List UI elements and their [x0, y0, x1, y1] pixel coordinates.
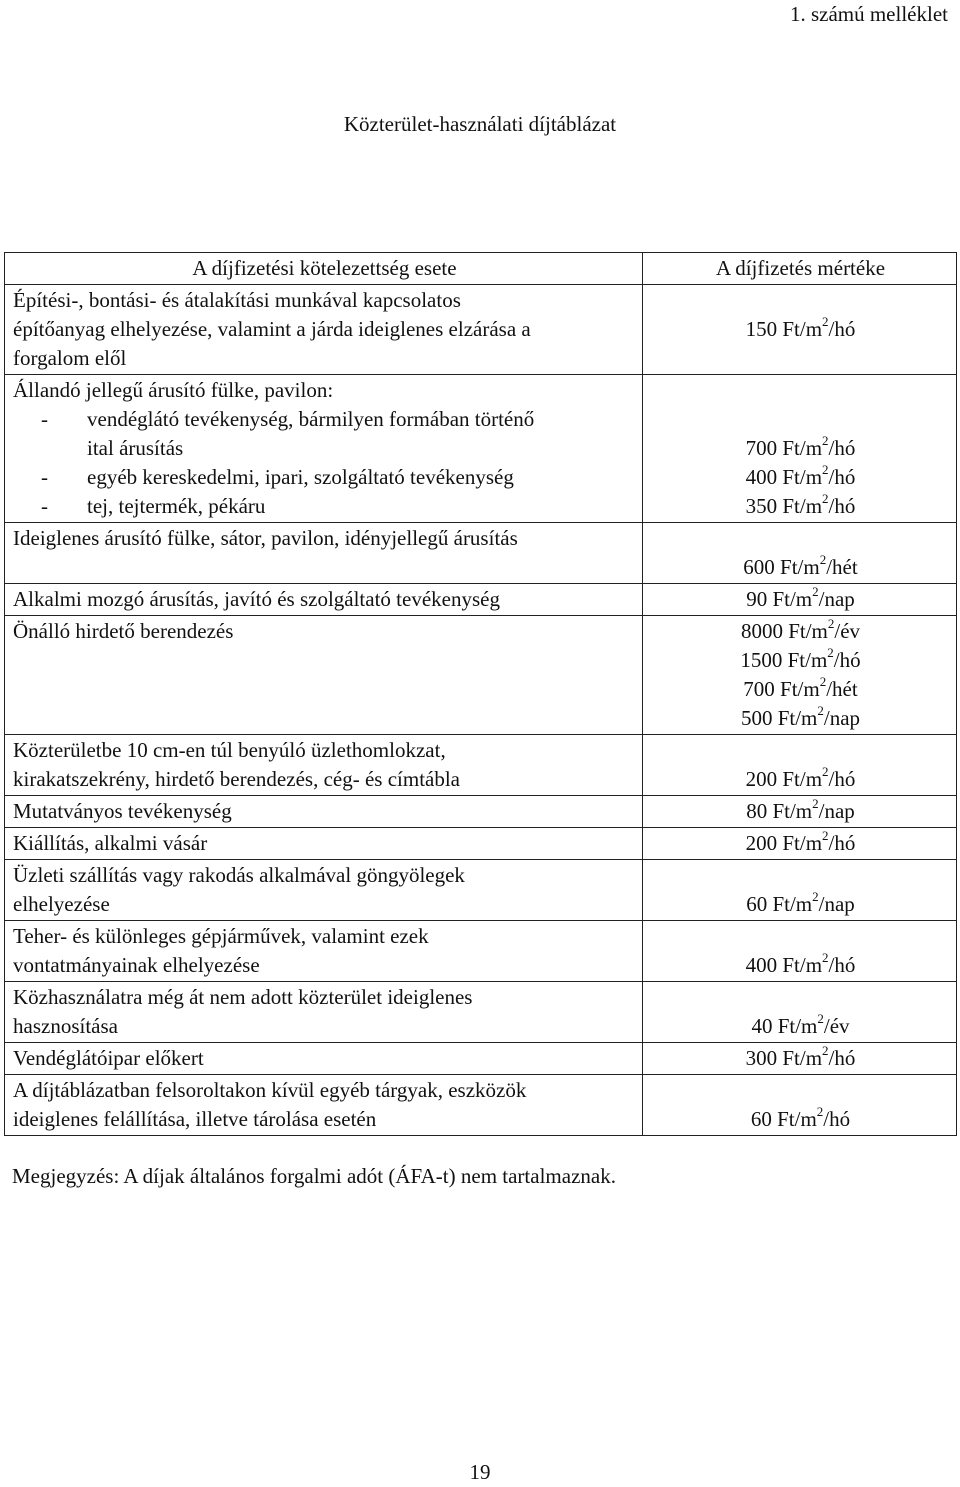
desc-line: Közterületbe 10 cm-en túl benyúló üzlethomlokzat,: [13, 738, 446, 762]
desc-line: Önálló hirdető berendezés: [13, 619, 234, 643]
row-fee: [643, 735, 957, 796]
table-row: [5, 584, 957, 616]
row-fee: [643, 285, 957, 375]
row-description: [5, 796, 643, 828]
row-fee: [643, 1043, 957, 1075]
row-fee: [643, 375, 957, 523]
table-row: [5, 1043, 957, 1075]
fee-value: 700 $Ft/m^2/hó$: [745, 433, 856, 460]
col-header-case: A díjfizetési kötelezettség esete: [5, 253, 643, 285]
desc-line: Közhasználatra még át nem adott közterület ideiglenes: [13, 985, 473, 1009]
table-header-row: [5, 253, 957, 285]
document-title: Közterület-használati díjtáblázat: [343, 112, 617, 136]
row-fee: [643, 982, 957, 1043]
fee-value: 80 $Ft/m^2$/nap: [746, 796, 855, 823]
row-description: [5, 860, 643, 921]
fee-value: 60 $Ft/m^2$/nap: [746, 889, 855, 916]
table-row: [5, 375, 957, 523]
row-description: [5, 616, 643, 735]
fee-value: 350 $Ft/m^2/hó$: [745, 491, 856, 518]
fee-value: 500 $Ft/m^2$/nap: [740, 703, 861, 730]
table-row: [5, 921, 957, 982]
desc-line: forgalom elől: [13, 346, 127, 370]
table-row: [5, 735, 957, 796]
row-description: [5, 285, 643, 375]
desc-line: vontatmányainak elhelyezése: [13, 953, 260, 977]
row-fee: [643, 796, 957, 828]
fee-value: 400 $Ft/m^2/hó$: [745, 462, 856, 489]
fee-table: [4, 252, 957, 1136]
desc-line: Ideiglenes árusító fülke, sátor, pavilon, idényjellegű árusítás: [13, 526, 518, 550]
row-description: [5, 1075, 643, 1136]
desc-line: hasznosítása: [13, 1014, 118, 1038]
row-description: [5, 921, 643, 982]
fee-value: 400 $Ft/m^2/hó$: [745, 950, 856, 977]
row-fee: [643, 523, 957, 584]
row-fee: [643, 616, 957, 735]
fee-value: 300 $Ft/m^2/hó$: [745, 1043, 856, 1070]
fee-value: 150 $Ft/m^2/hó$: [745, 314, 856, 341]
desc-line: Mutatványos tevékenység: [13, 799, 232, 823]
row-fee: [643, 584, 957, 616]
desc-line: ideiglenes felállítása, illetve tárolása esetén: [13, 1107, 377, 1131]
row-description: [5, 375, 643, 523]
row-fee: [643, 860, 957, 921]
fee-value: 700 $Ft/m^2$/hét: [743, 674, 858, 701]
list-item: - vendéglátó tevékenység, bármilyen formában történő: [41, 407, 535, 431]
desc-line: kirakatszekrény, hirdető berendezés, cég- és címtábla: [13, 767, 460, 791]
table-row: [5, 796, 957, 828]
table-row: [5, 285, 957, 375]
desc-line: Építési-, bontási- és átalakítási munkával kapcsolatos: [13, 288, 461, 312]
row-description: [5, 735, 643, 796]
row-description: [5, 828, 643, 860]
desc-line: Állandó jellegű árusító fülke, pavilon:: [13, 378, 334, 402]
table-row: [5, 616, 957, 735]
table-row: [5, 523, 957, 584]
row-fee: [643, 1075, 957, 1136]
table-row: [5, 982, 957, 1043]
desc-line: Kiállítás, alkalmi vásár: [13, 831, 208, 855]
desc-line: Üzleti szállítás vagy rakodás alkalmával göngyölegek: [13, 863, 465, 887]
fee-value: 60 $Ft/m^2/hó$: [750, 1104, 851, 1131]
list-item-continued: ital árusítás: [87, 436, 184, 460]
desc-line: Teher- és különleges gépjárművek, valamint ezek: [13, 924, 429, 948]
row-description: [5, 982, 643, 1043]
table-row: [5, 1075, 957, 1136]
desc-line: A díjtáblázatban felsoroltakon kívül egyéb tárgyak, eszközök: [13, 1078, 527, 1102]
desc-line: Vendéglátóipar előkert: [13, 1046, 204, 1070]
table-row: [5, 860, 957, 921]
fee-value: 90 $Ft/m^2$/nap: [746, 584, 855, 611]
page-number: 19: [469, 1460, 491, 1484]
desc-line: építőanyag elhelyezése, valamint a járda ideiglenes elzárása a: [13, 317, 531, 341]
fee-value: 600 $Ft/m^2$/hét: [743, 552, 858, 579]
list-item: - tej, tejtermék, pékáru: [41, 494, 266, 518]
list-item: - egyéb kereskedelmi, ipari, szolgáltató tevékenység: [41, 465, 514, 489]
fee-value: 200 $Ft/m^2/hó$: [745, 764, 856, 791]
desc-line: Alkalmi mozgó árusítás, javító és szolgáltató tevékenység: [13, 587, 500, 611]
row-description: [5, 584, 643, 616]
fee-value: 40 $Ft/m^2/év$: [751, 1011, 850, 1038]
annex-label: 1. számú melléklet: [789, 2, 948, 26]
fee-value: 200 $Ft/m^2/hó$: [745, 828, 856, 855]
fee-value: 8000 $Ft/m^2/év$: [740, 616, 861, 643]
row-fee: [643, 921, 957, 982]
col-header-rate: A díjfizetés mértéke: [643, 253, 957, 285]
desc-line: elhelyezése: [13, 892, 110, 916]
fee-value: 1500 $Ft/m^2/hó$: [740, 645, 861, 672]
row-fee: [643, 828, 957, 860]
footnote: Megjegyzés: A díjak általános forgalmi adót (ÁFA-t) nem tartalmaznak.: [12, 1164, 616, 1188]
table-row: [5, 828, 957, 860]
row-description: [5, 1043, 643, 1075]
row-description: [5, 523, 643, 584]
